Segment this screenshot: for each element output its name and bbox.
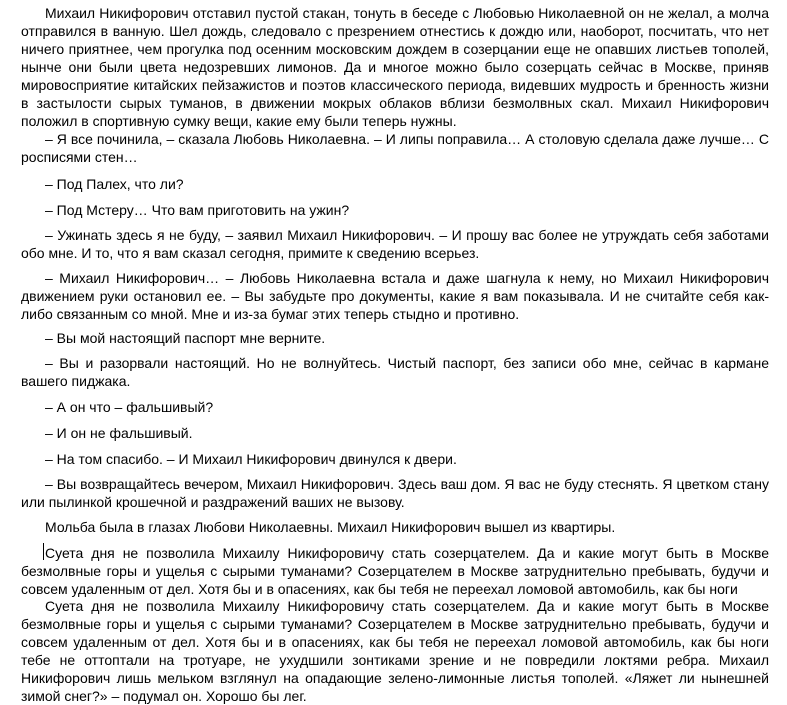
dialogue-line: – Михаил Никифорович… – Любовь Николаевна встала и даже шагнула к нему, но Михаил Никифорович движением руки остановил ее. – Вы забудьте про документы, какие я вам показывала. И не считайте себя как-либо связанным со мной. Мне и из-за бумаг этих теперь стыдно и противно. [21, 270, 769, 322]
dialogue-line: – Я все починила, – сказала Любовь Николаевна. – И липы поправила… А столовую сделала даже лучше… С росписями стен… [21, 131, 769, 165]
dialogue-line: – Под Палех, что ли? [45, 176, 184, 192]
paragraph-opening: Михаил Никифорович отставил пустой стакан, тонуть в беседе с Любовью Николаевной он не желал, а молча отправился в ванную. Шел дождь, следовало с презрением отнестись к дождю или, наоборот, посчитать, что нет ничего приятнее, чем прогулка под осенним московским дождем в созерцании еще не опавших листьев тополей, нынче они были цвета недозревших лимонов. Да и многое можно было созерцать сейчас в Москве, приняв мировосприятие китайских пейзажистов и поэтов классического периода, видевших мудрость и бренность жизни в застылости сырых туманов, в движении мокрых облаков вблизи безмолвных скал. Михаил Никифорович положил в спортивную сумку вещи, какие ему были теперь нужны. [21, 5, 769, 129]
dialogue-line: – Под Мстеру… Что вам приготовить на ужин? [45, 202, 350, 218]
dialogue-line: – И он не фальшивый. [45, 425, 193, 441]
text-cursor [43, 543, 44, 560]
paragraph-duplicate-fragment[interactable]: Суета дня не позволила Михаилу Никифоровичу стать созерцателем. Да и какие могут быть в Москве безмолвные горы и ущелья с сырыми туманами? Созерцателем в Москве затруднительно пребывать, будучи и совсем удаленным от дел. Хотя бы и в опасениях, как бы тебя не переехал ломовой автомобиль, как бы ноги [21, 545, 769, 597]
dialogue-line: – А он что – фальшивый? [45, 399, 214, 415]
dialogue-line: – Ужинать здесь я не буду, – заявил Михаил Никифорович. – И прошу вас более не утруждать себя заботами обо мне. И то, что я вам сказал сегодня, примите к сведению всерьез. [21, 227, 769, 261]
dialogue-line: – Вы мой настоящий паспорт мне верните. [45, 330, 326, 346]
dialogue-line: – Вы и разорвали настоящий. Но не волнуйтесь. Чистый паспорт, без записи обо мне, сейчас в кармане вашего пиджака. [21, 355, 769, 389]
dialogue-line: – На том спасибо. – И Михаил Никифорович двинулся к двери. [45, 451, 457, 467]
dialogue-line: – Вы возвращайтесь вечером, Михаил Никифорович. Здесь ваш дом. Я вас не буду стеснять. Я цветком стану или пылинкой крошечной и раздражений ваших не вызову. [21, 476, 769, 510]
narration-line: Мольба была в глазах Любови Николаевны. Михаил Никифорович вышел из квартиры. [45, 519, 616, 535]
paragraph-closing: Суета дня не позволила Михаилу Никифоровичу стать созерцателем. Да и какие могут быть в Москве безмолвные горы и ущелья с сырыми туманами? Созерцателем в Москве затруднительно пребывать, будучи и совсем удаленным от дел. Хотя бы и в опасениях, как бы тебя не переехал ломовой автомобиль, как бы ноги тебе не оттоптали на тротуаре, не ухудшили зонтиками зрение и не повредили локтями ребра. Михаил Никифорович лишь мельком взглянул на опадающие зелено-лимонные листья тополей. «Ляжет ли нынешней зимой снег?» – подумал он. Хорошо бы лег. [21, 598, 769, 704]
